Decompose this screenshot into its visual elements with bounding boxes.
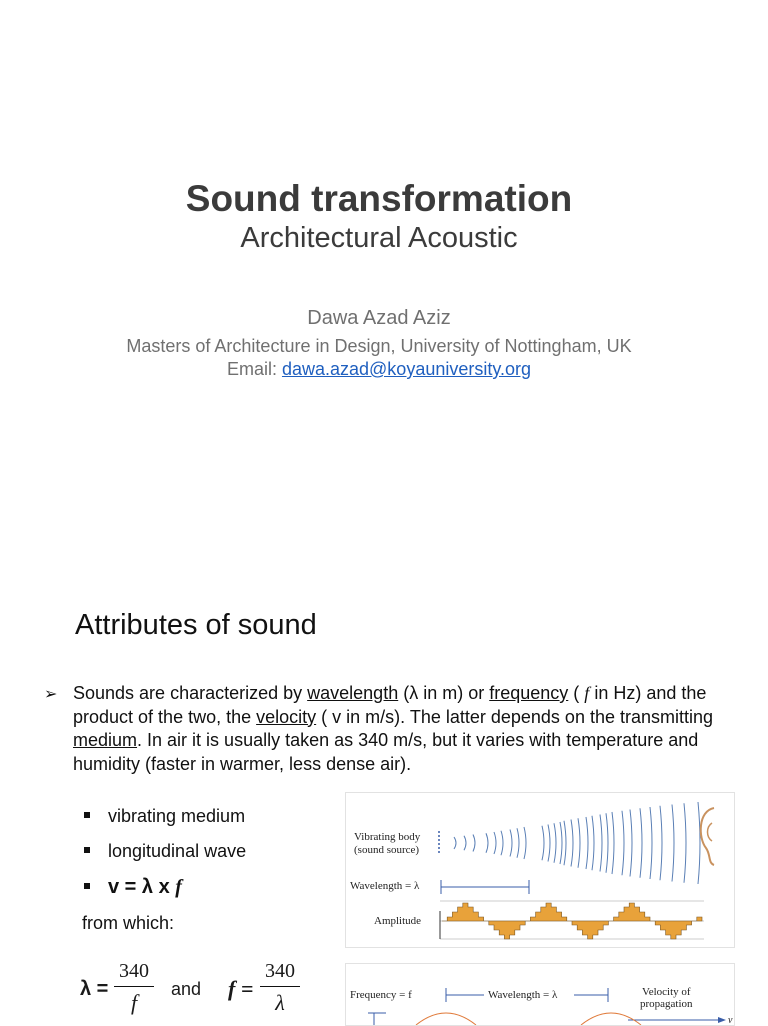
- para-text: (λ in m) or: [398, 683, 490, 703]
- f-symbol: f: [584, 683, 590, 703]
- wavefront-arc: [684, 803, 686, 883]
- wavefront-arc: [606, 813, 608, 873]
- velocity-label-2: propagation: [640, 998, 693, 1010]
- wavefront-arc: [473, 835, 475, 852]
- wavefront-arc: [560, 822, 562, 864]
- lambda-numerator: 340: [119, 960, 149, 982]
- wavefront-arc: [698, 802, 700, 884]
- para-text: in Hz) and the product of the two, the: [73, 683, 707, 727]
- author-name: Dawa Azad Aziz: [307, 307, 451, 329]
- wavefront-arc: [600, 815, 602, 872]
- frequency-label: Frequency = f: [350, 989, 412, 1001]
- wavefront-arc: [564, 821, 566, 866]
- wavefront-arc: [630, 810, 632, 877]
- wavefront-arc: [548, 825, 550, 862]
- wavelength-label: Wavelength = λ: [350, 880, 420, 892]
- arrow-bullet-icon: ➢: [44, 686, 58, 703]
- wavefront-arc: [622, 811, 624, 876]
- from-which-label: from which:: [82, 913, 175, 933]
- arrow-head-icon: [718, 1017, 726, 1023]
- wave-crest: [416, 1013, 476, 1025]
- wavefront-arc: [454, 837, 456, 849]
- velocity-term: velocity: [256, 706, 317, 727]
- amplitude-label: Amplitude: [374, 915, 422, 927]
- wavefront-arc: [578, 818, 580, 868]
- wavefront-arc: [660, 806, 662, 881]
- author-email-line: [0, 359, 758, 380]
- velocity-label-1: Velocity of: [642, 986, 691, 998]
- square-bullet-icon: [84, 847, 90, 853]
- wavelength-label: Wavelength = λ: [488, 989, 558, 1001]
- wave-crest: [581, 1013, 641, 1025]
- wavefront-arc: [650, 807, 652, 879]
- author-affiliation: Masters of Architecture in Design, University of Nottingham, UK: [126, 336, 632, 356]
- email-link[interactable]: dawa.azad@koyauniversity.org: [281, 359, 532, 379]
- bullet-text: vibrating medium: [108, 806, 246, 826]
- para-text: Sounds are characterized by: [73, 683, 308, 703]
- propagation-figure: [345, 963, 735, 1026]
- wavefront-arc: [517, 828, 519, 858]
- presentation-subtitle: Architectural Acoustic: [240, 222, 518, 254]
- para-text: . In air it is usually taken as 340 m/s, but it varies with temperature and humidity (faster in warmer, less dense air).: [73, 730, 699, 774]
- para-text: (: [568, 683, 585, 703]
- presentation-title: Sound transformation: [185, 178, 573, 219]
- para-text: ( v in m/s). The latter depends on the transmitting: [316, 706, 714, 727]
- source-label-1: Vibrating body: [354, 831, 421, 843]
- square-bullet-icon: [84, 883, 90, 889]
- square-bullet-icon: [84, 812, 90, 818]
- ear-inner: [708, 823, 713, 841]
- wavefront-arc: [640, 808, 642, 878]
- f-symbol: f: [175, 876, 182, 898]
- f-numerator: 340: [265, 960, 295, 982]
- formula-lhs: v = λ x: [108, 876, 176, 898]
- wavefront-arc: [501, 831, 503, 856]
- wavefront-arc: [592, 816, 594, 871]
- bullet-velocity-formula: [84, 876, 182, 899]
- bullet-longitudinal-wave: [84, 841, 246, 862]
- lambda-lhs: λ =: [80, 978, 109, 1000]
- amplitude-wave: [442, 903, 702, 939]
- bullet-text: longitudinal wave: [108, 841, 247, 861]
- fraction-bar: [114, 986, 154, 987]
- wavefronts: [454, 802, 700, 884]
- fraction-bar: [260, 986, 300, 987]
- wavefront-arc: [486, 833, 488, 853]
- medium-term: medium: [73, 730, 138, 750]
- sound-wave-figure: [345, 792, 735, 948]
- section-heading: Attributes of sound: [75, 609, 317, 641]
- lambda-denominator: f: [130, 990, 138, 1015]
- wavefront-arc: [554, 823, 556, 863]
- wavefront-arc: [586, 817, 588, 869]
- wavefront-arc: [464, 836, 466, 851]
- v-label: v: [728, 1015, 733, 1026]
- wavefront-arc: [672, 805, 674, 882]
- wavefront-arc: [542, 826, 544, 861]
- f-denominator: λ: [275, 990, 285, 1015]
- source-label-2: (sound source): [354, 844, 420, 856]
- wavefront-arc: [510, 830, 512, 857]
- ear-icon: [701, 808, 714, 865]
- bullet-vibrating-medium: [84, 806, 245, 827]
- and-label: and: [171, 979, 202, 999]
- wavefront-arc: [494, 832, 496, 854]
- frequency-term: frequency: [489, 683, 569, 703]
- email-label: Email:: [226, 359, 277, 379]
- wavefront-arc: [612, 812, 614, 874]
- intro-paragraph: [73, 682, 733, 776]
- wavefront-arc: [571, 820, 573, 867]
- wavelength-term: wavelength: [307, 683, 399, 703]
- wavefront-arc: [524, 827, 526, 859]
- f-lhs: f =: [228, 976, 254, 1001]
